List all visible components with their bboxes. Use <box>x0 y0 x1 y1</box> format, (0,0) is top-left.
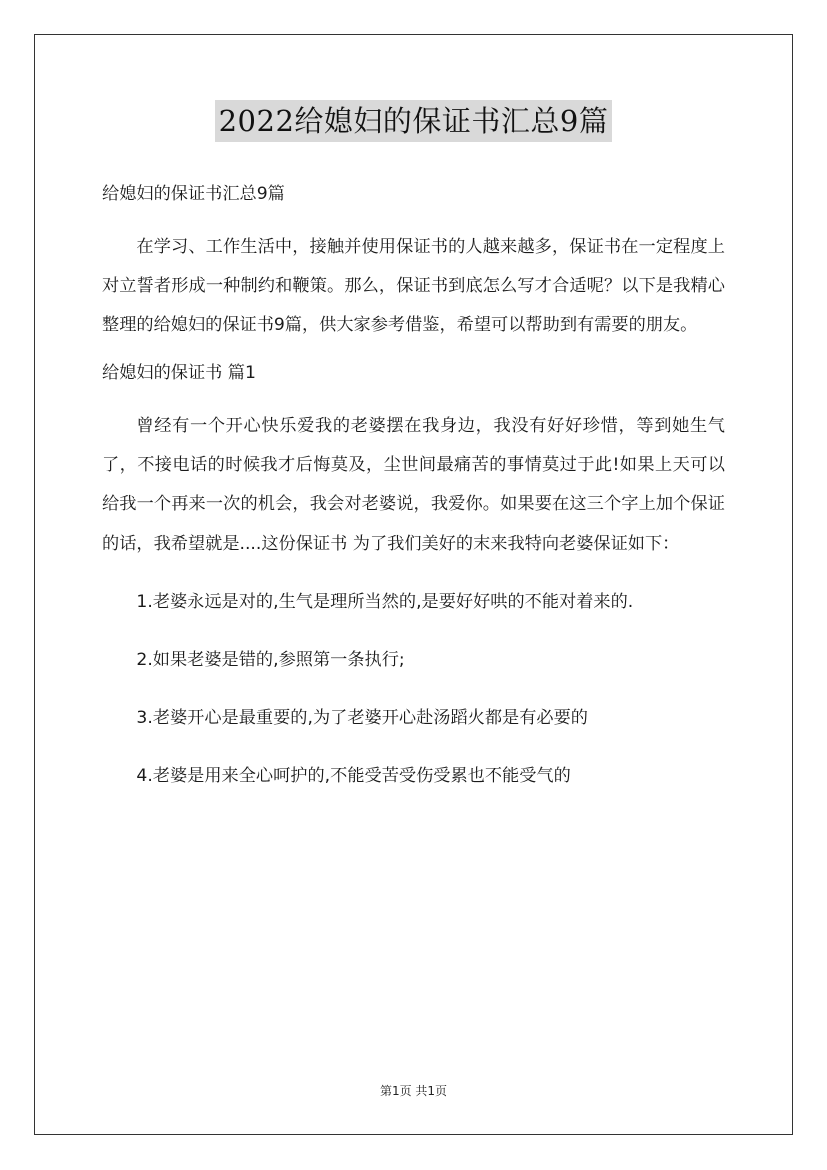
list-item: 3.老婆开心是最重要的,为了老婆开心赴汤蹈火都是有必要的 <box>136 707 588 728</box>
page-number: 第1页 共1页 <box>379 1084 448 1098</box>
section-heading: 给媳妇的保证书 篇1 <box>102 363 256 383</box>
document-title: 2022给媳妇的保证书汇总9篇 <box>215 100 613 142</box>
intro-paragraph: 在学习、工作生活中，接触并使用保证书的人越来越多，保证书在一定程度上对立誓者形成一种制约和鞭策。那么，保证书到底怎么写才合适呢？以下是我精心整理的给媳妇的保证书9篇，供大家参考借鉴，希望可以帮助到有需要的朋友。 <box>102 237 725 335</box>
list-item: 4.老婆是用来全心呵护的,不能受苦受伤受累也不能受气的 <box>136 765 571 786</box>
document-body <box>102 174 725 796</box>
list-item: 1.老婆永远是对的,生气是理所当然的,是要好好哄的不能对着来的. <box>136 591 634 612</box>
document-subtitle: 给媳妇的保证书汇总9篇 <box>102 184 285 204</box>
page-footer <box>0 1082 827 1099</box>
section-paragraph: 曾经有一个开心快乐爱我的老婆摆在我身边，我没有好好珍惜，等到她生气了，不接电话的时候我才后悔莫及，尘世间最痛苦的事情莫过于此!如果上天可以给我一个再来一次的机会，我会对老婆说，我爱你。如果要在这三个字上加个保证的话，我希望就是....这份保证书 为了我们美好的末来我特向老婆保证如下： <box>102 416 725 554</box>
title-container <box>0 100 827 142</box>
list-item: 2.如果老婆是错的,参照第一条执行; <box>136 649 405 670</box>
